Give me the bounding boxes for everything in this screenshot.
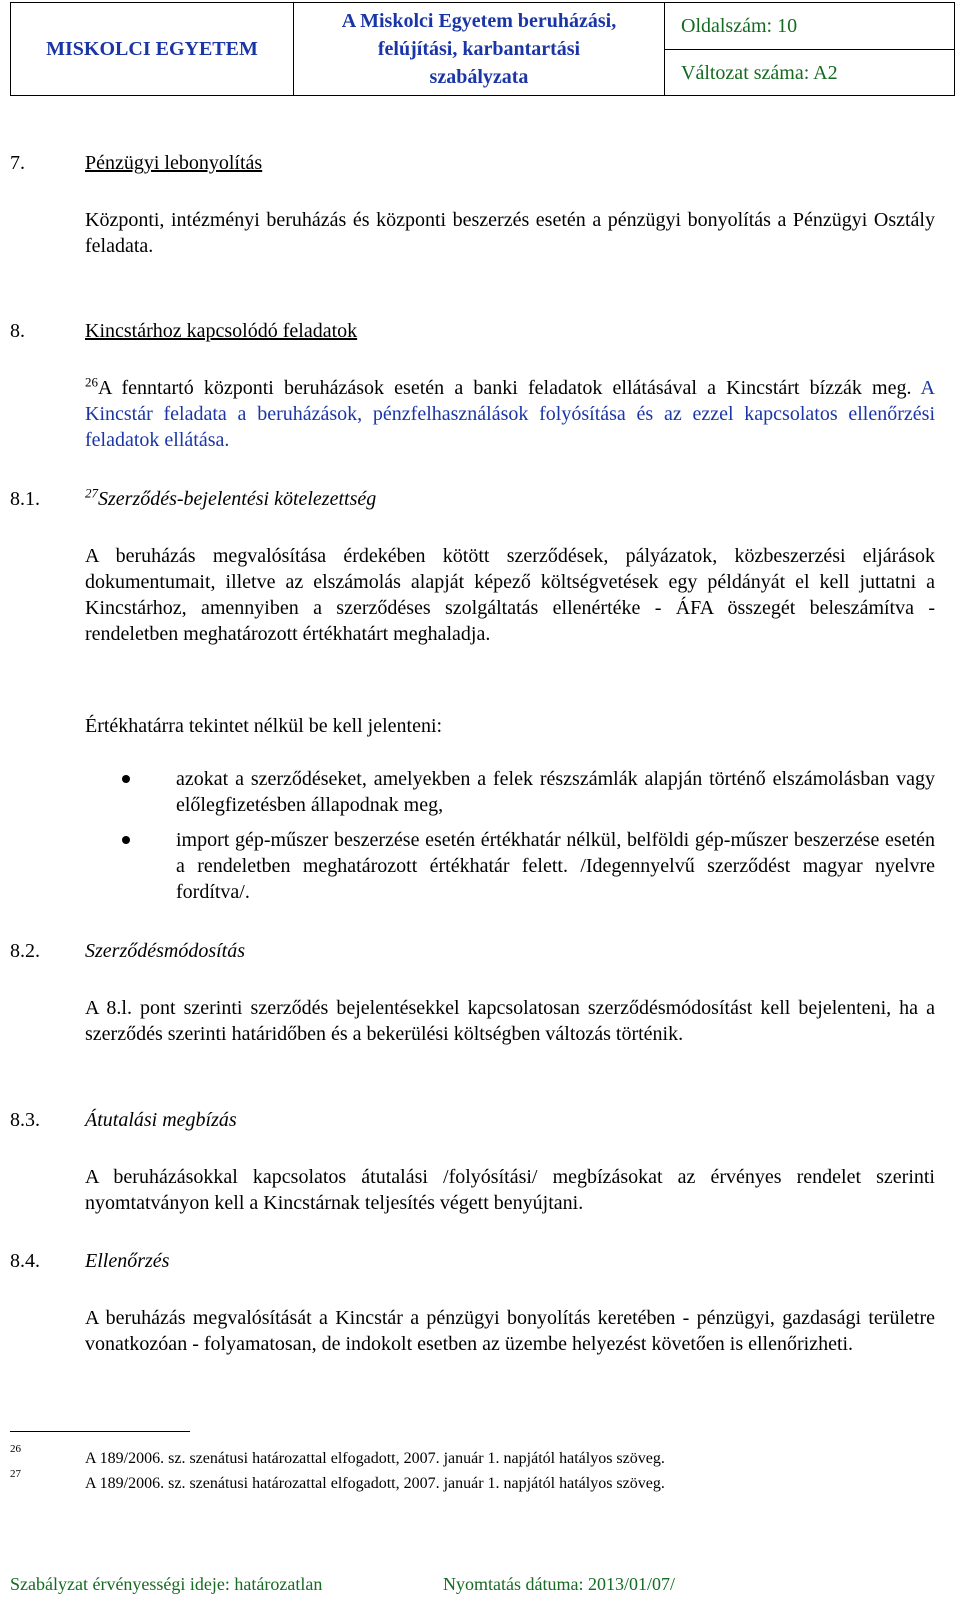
footnote-ref-27: 27 — [85, 485, 98, 501]
page-header — [10, 2, 955, 96]
section-8-3-number: 8.3. — [10, 1109, 40, 1131]
footnote-27-text: A 189/2006. sz. szenátusi határozattal elfogadott, 2007. január 1. napjától hatályos szöveg. — [85, 1475, 665, 1492]
page-number: Oldalszám: 10 — [681, 14, 798, 37]
section-8-1-intro: Értékhatárra tekintet nélkül be kell jelenteni: — [85, 715, 443, 737]
section-8-1-number: 8.1. — [10, 488, 40, 510]
footnote-separator — [10, 1431, 190, 1432]
section-8-1-title: $^{27}$Szerződés-bejelentési kötelezettség — [85, 485, 377, 510]
document-title-line-3: szabályzata — [429, 66, 529, 88]
footer-print-date: Nyomtatás dátuma: 2013/01/07/ — [443, 1574, 675, 1594]
section-8-2-title: Szerződésmódosítás — [85, 940, 246, 962]
footnote-27-number: 27 — [10, 1468, 21, 1480]
document-title-cell — [293, 2, 665, 96]
bullet-icon — [122, 775, 130, 783]
version-number: Változat száma: A2 — [681, 62, 838, 84]
institution-cell — [10, 2, 294, 96]
section-8-1-paragraph: A beruházás megvalósítása érdekében kötött szerződések, pályázatok, közbeszerzési eljárások dokumentumait, illetve az elszámolás alapját képező költségvetések egy példányát el kell juttatni a Kincstárhoz, amennyiben a szerződéses szolgáltatás ellenértéke - ÁFA összegét beleszámítva - rendeletben meghatározott értékhatárt meghaladja. — [85, 545, 935, 645]
section-8-3-paragraph: A beruházásokkal kapcsolatos átutalási /folyósítási/ megbízásokat az érvényes rendelet szerinti nyomtatványon kell a Kincstárnak teljesítés végett benyújtani. — [85, 1166, 935, 1214]
section-8-2-number: 8.2. — [10, 940, 40, 962]
section-8-paragraph — [85, 375, 935, 453]
section-8-para-part1: A fenntartó központi beruházások esetén a banki feladatok ellátásával a Kincstárt bízzák meg. — [98, 377, 912, 399]
section-7-paragraph: Központi, intézményi beruházás és központi beszerzés esetén a pénzügyi bonyolítás a Pénzügyi Osztály feladata. — [85, 209, 935, 257]
footnote-ref-26: 26 — [85, 374, 98, 390]
section-8-4-title: Ellenőrzés — [85, 1250, 170, 1272]
section-8-2-paragraph: A 8.l. pont szerinti szerződés bejelentésekkel kapcsolatosan szerződésmódosítást kell bejelenteni, ha a szerződés szerinti határidőben és a bekerülési költségben változás történik. — [85, 997, 935, 1045]
document-title-line-2: felújítási, karbantartási — [377, 38, 581, 60]
bullet-icon — [122, 836, 130, 844]
section-8-title: Kincstárhoz kapcsolódó feladatok — [85, 320, 358, 342]
section-8-4-paragraph: A beruházás megvalósítását a Kincstár a pénzügyi bonyolítás keretében - pénzügyi, gazdasági területre vonatkozóan - folyamatosan, de indokolt esetben az üzembe helyezést követően is ellenőrizheti. — [85, 1307, 935, 1355]
section-7-number: 7. — [10, 152, 25, 174]
bullet-item-1: azokat a szerződéseket, amelyekben a felek részszámlák alapján történő elszámolásban vagy előlegfizetésben állapodnak meg, — [176, 768, 935, 816]
section-8-para-part2: A Kincstár feladata a beruházások, pénzfelhasználások folyósítása és az ezzel kapcsolatos ellenőrzési feladatok ellátása. — [85, 377, 935, 451]
footnote-26-number: 26 — [10, 1443, 21, 1455]
section-8-number: 8. — [10, 320, 25, 342]
section-8-3-title: Átutalási megbízás — [85, 1109, 237, 1131]
footer-validity: Szabályzat érvényességi ideje: határozatlan — [10, 1574, 323, 1594]
section-7-title: Pénzügyi lebonyolítás — [85, 152, 263, 174]
institution-name: MISKOLCI EGYETEM — [46, 37, 258, 60]
page-info-cell — [664, 2, 955, 96]
bullet-item-2: import gép-műszer beszerzése esetén értékhatár nélkül, belföldi gép-műszer beszerzése esetén a rendeletben meghatározott értékhatár felett. /Idegennyelvű szerződést magyar nyelvre fordítva/. — [176, 829, 935, 903]
section-8-4-number: 8.4. — [10, 1250, 40, 1272]
footnote-26-text: A 189/2006. sz. szenátusi határozattal elfogadott, 2007. január 1. napjától hatályos szöveg. — [85, 1450, 665, 1467]
document-title-line-1: A Miskolci Egyetem beruházási, — [341, 10, 617, 32]
